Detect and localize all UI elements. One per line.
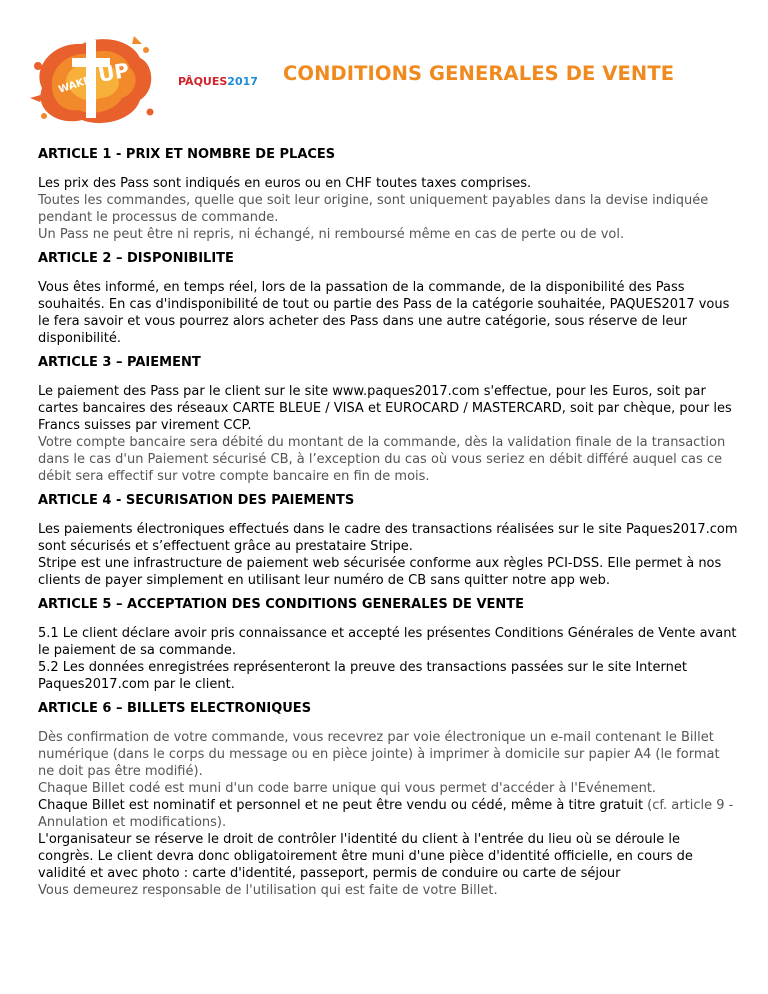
article-paragraph [38, 434, 738, 485]
paragraph-text: Toutes les commandes, quelle que soit leur origine, sont uniquement payables dans la devise indiquée pendant le processus de commande. [38, 193, 709, 225]
logo-up-text: UP [96, 57, 131, 87]
article-paragraph [38, 279, 738, 347]
article-6 [38, 700, 738, 899]
paragraph-text: 5.2 Les données enregistrées représenteront la preuve des transactions passées sur le site Internet Paques2017.com par le client. [38, 660, 687, 692]
article-heading: ARTICLE 5 – ACCEPTATION DES CONDITIONS GENERALES DE VENTE [38, 597, 525, 612]
article-heading: ARTICLE 6 – BILLETS ELECTRONIQUES [38, 701, 312, 716]
article-paragraph [38, 521, 738, 555]
article-2 [38, 250, 738, 347]
article-paragraph [38, 729, 738, 780]
article-heading: ARTICLE 4 - SECURISATION DES PAIEMENTS [38, 493, 355, 508]
paragraph-text: Un Pass ne peut être ni repris, ni échangé, ni remboursé même en cas de perte ou de vol. [38, 227, 625, 242]
document-title: CONDITIONS GENERALES DE VENTE [283, 62, 675, 85]
logo-wake-text: WAKE [57, 75, 92, 96]
article-heading: ARTICLE 1 - PRIX ET NOMBRE DE PLACES [38, 147, 336, 162]
paragraph-text: L'organisateur se réserve le droit de contrôler l'identité du client à l'entrée du lieu où se déroule le congrès. Le client devra donc obligatoirement être muni d'une pièce d'identité officielle, en cours de validité et avec photo : carte d'identité, passeport, permis de conduire ou carte de séjour [38, 832, 693, 881]
article-paragraph [38, 383, 738, 434]
article-paragraph [38, 175, 738, 192]
article-heading: ARTICLE 2 – DISPONIBILITE [38, 251, 234, 266]
article-paragraph [38, 555, 738, 589]
paragraph-text: Les paiements électroniques effectués dans le cadre des transactions réalisées sur le site Paques2017.com sont sécurisés et s’effectuent grâce au prestataire Stripe. [38, 522, 738, 554]
article-3 [38, 354, 738, 485]
paragraph-text: Dès confirmation de votre commande, vous recevrez par voie électronique un e-mail contenant le Billet numérique (dans le corps du message ou en pièce jointe) à imprimer à domicile sur papier A4 (le format ne doit pas être modifié). [38, 730, 720, 779]
paragraph-text: 5.1 Le client déclare avoir pris connaissance et accepté les présentes Conditions Générales de Vente avant le paiement de sa commande. [38, 626, 737, 658]
paragraph-text: Stripe est une infrastructure de paiement web sécurisée conforme aux règles PCI-DSS. Elle permet à nos clients de payer simplement en utilisant leur numéro de CB sans quitter notre app web. [38, 556, 722, 588]
article-5 [38, 596, 738, 693]
article-paragraph [38, 831, 738, 882]
article-paragraph [38, 780, 738, 797]
paragraph-text: Vous êtes informé, en temps réel, lors de la passation de la commande, de la disponibilité des Pass souhaités. En cas d'indisponibilité de tout ou partie des Pass de la catégorie souhaitée, PAQUES2017 vous le fera savoir et vous pourrez alors acheter des Pass dans une autre catégorie, sous réserve de leur disponibilité. [38, 280, 730, 346]
paragraph-text: Les prix des Pass sont indiqués en euros ou en CHF toutes taxes comprises. [38, 176, 532, 191]
article-paragraph [38, 659, 738, 693]
wake-up-paques-2017-logo [22, 28, 258, 132]
paragraph-text: Le paiement des Pass par le client sur le site www.paques2017.com s'effectue, pour les Euros, soit par cartes bancaires des réseaux CARTE BLEUE / VISA et EUROCARD / MASTERCARD, soit par chèque, pour les Francs suisses par virement CCP. [38, 384, 732, 433]
article-4 [38, 492, 738, 589]
article-paragraph [38, 226, 738, 243]
paragraph-text: Chaque Billet codé est muni d'un code barre unique qui vous permet d'accéder à l'Evénement. [38, 781, 657, 796]
paragraph-tail-text: (cf. article 9 - Annulation et modifications). [38, 798, 734, 830]
paragraph-text: Vous demeurez responsable de l'utilisation qui est faite de votre Billet. [38, 883, 498, 898]
article-paragraph [38, 797, 738, 831]
article-heading: ARTICLE 3 – PAIEMENT [38, 355, 201, 370]
article-paragraph [38, 882, 738, 899]
logo-paques-word: PÂQUES [178, 75, 228, 88]
articles-container [38, 146, 738, 906]
article-1 [38, 146, 738, 243]
logo-year: 2017 [227, 75, 258, 88]
article-paragraph [38, 625, 738, 659]
article-paragraph [38, 192, 738, 226]
paragraph-text: Chaque Billet est nominatif et personnel et ne peut être vendu ou cédé, même à titre gratuit [38, 798, 644, 813]
logo-paques-text [178, 75, 258, 88]
paragraph-text: Votre compte bancaire sera débité du montant de la commande, dès la validation finale de la transaction dans le cas d'un Paiement sécurisé CB, à l’exception du cas où vous seriez en débit différé auquel cas ce débit sera effectif sur votre compte bancaire en fin de mois. [38, 435, 726, 484]
